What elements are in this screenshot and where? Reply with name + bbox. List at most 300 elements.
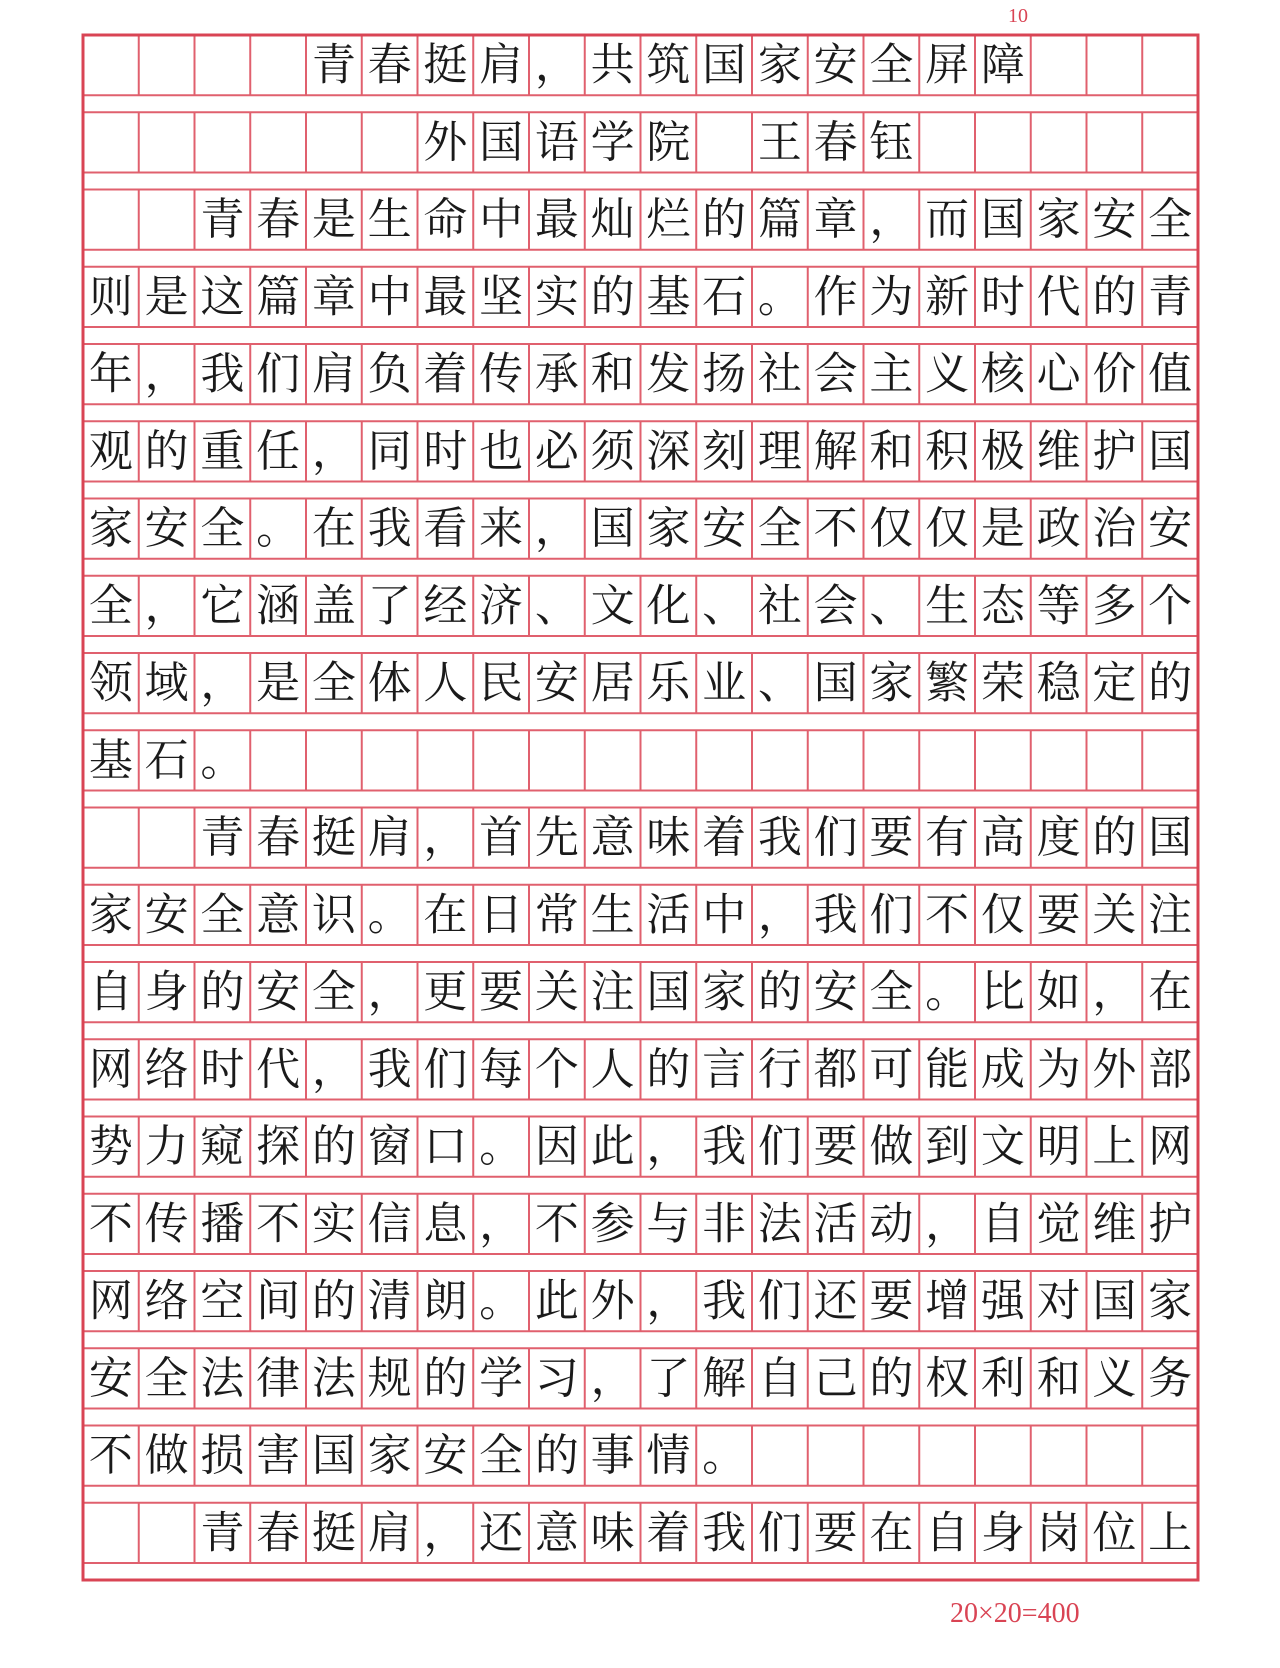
essay-char: 解 [813,425,858,477]
essay-char: 注 [1148,889,1193,941]
essay-char: 全 [479,1430,524,1482]
essay-char: 还 [479,1507,524,1559]
essay-char: 挺 [423,39,468,91]
essay-char: 在 [423,889,468,941]
essay-char: 力 [144,1121,189,1173]
essay-char: 要 [869,812,914,864]
essay-char: 义 [925,348,970,400]
essay-char: 全 [88,580,133,632]
essay-char: 安 [1092,194,1137,246]
essay-char: 的 [757,966,802,1018]
grid-count-label: 20×20=400 [950,1598,1080,1629]
essay-char: 安 [144,503,189,555]
essay-char: 共 [590,39,635,91]
essay-char: 极 [980,425,1025,477]
essay-char: 传 [144,1198,189,1250]
essay-char: 安 [813,966,858,1018]
essay-char: 这 [200,271,245,323]
essay-char: 势 [88,1121,133,1173]
essay-char: 业 [702,657,747,709]
essay-char: 时 [980,271,1025,323]
essay-char: ， [144,348,189,400]
essay-char: 最 [423,271,468,323]
essay-char: 着 [423,348,468,400]
essay-char: 实 [534,271,579,323]
essay-char: 全 [311,966,356,1018]
essay-char: 我 [702,1121,747,1173]
essay-char: 代 [1036,271,1081,323]
essay-char: 的 [311,1121,356,1173]
essay-char: 青 [311,39,356,91]
essay-char: 网 [88,1043,133,1095]
essay-char: 义 [1092,1352,1137,1404]
essay-char: 。 [200,734,245,786]
essay-char: 生 [590,889,635,941]
essay-char: 院 [646,116,691,168]
essay-char: 发 [646,348,691,400]
essay-char: 国 [590,503,635,555]
essay-char: 我 [702,1275,747,1327]
page-number-mark: 10 [1008,5,1028,27]
essay-char: 济 [479,580,524,632]
essay-char: 文 [590,580,635,632]
essay-char: 个 [534,1043,579,1095]
essay-char: 们 [757,1507,802,1559]
essay-char: 章 [311,271,356,323]
essay-char: 。 [479,1121,524,1173]
essay-char: 必 [534,425,579,477]
essay-char: 政 [1036,503,1081,555]
essay-char: 自 [88,966,133,1018]
essay-char: 部 [1148,1043,1193,1095]
essay-char: 意 [590,812,635,864]
essay-char: 害 [256,1430,301,1482]
essay-char: 、 [757,657,802,709]
essay-char: 全 [311,657,356,709]
essay-char: 的 [1092,812,1137,864]
essay-char: 安 [1148,503,1193,555]
essay-char: 首 [479,812,524,864]
essay-char: 人 [590,1043,635,1095]
essay-char: 安 [144,889,189,941]
essay-char: 肩 [367,812,412,864]
essay-char: 作 [813,271,858,323]
essay-char: ， [590,1352,635,1404]
essay-char: 挺 [311,1507,356,1559]
essay-char: 关 [1092,889,1137,941]
essay-char: 在 [1148,966,1193,1018]
essay-char: 语 [534,116,579,168]
essay-char: 仅 [925,503,970,555]
essay-char: 体 [367,657,412,709]
essay-char: 度 [1036,812,1081,864]
essay-char: 观 [88,425,133,477]
essay-char: 如 [1036,966,1081,1018]
essay-char: 先 [534,812,579,864]
essay-char: 安 [813,39,858,91]
essay-char: 活 [813,1198,858,1250]
essay-char: 岗 [1036,1507,1081,1559]
essay-char: 要 [813,1121,858,1173]
essay-char: 我 [367,503,412,555]
essay-char: 中 [479,194,524,246]
essay-char: 信 [367,1198,412,1250]
essay-char: 仅 [980,889,1025,941]
essay-char: 社 [757,580,802,632]
essay-char: 学 [479,1352,524,1404]
essay-char: 须 [590,425,635,477]
essay-char: 任 [256,425,301,477]
essay-char: 定 [1092,657,1137,709]
essay-char: 情 [646,1430,691,1482]
essay-char: 我 [367,1043,412,1095]
essay-char: 利 [980,1352,1025,1404]
essay-char: 青 [200,194,245,246]
essay-char: 注 [590,966,635,1018]
essay-char: 是 [311,194,356,246]
essay-char: ， [1092,966,1137,1018]
essay-char: 理 [757,425,802,477]
essay-char: 。 [925,966,970,1018]
essay-char: 播 [200,1198,245,1250]
essay-char: 基 [88,734,133,786]
essay-char: 家 [88,503,133,555]
essay-char: 日 [479,889,524,941]
essay-char: 、 [534,580,579,632]
essay-char: 屏 [925,39,970,91]
essay-char: 来 [479,503,524,555]
essay-char: 要 [813,1507,858,1559]
essay-char: 味 [646,812,691,864]
essay-char: 窥 [200,1121,245,1173]
essay-char: 国 [813,657,858,709]
essay-char: 们 [869,889,914,941]
essay-char: 实 [311,1198,356,1250]
essay-char: 石 [144,734,189,786]
essay-char: 等 [1036,580,1081,632]
essay-char: 的 [869,1352,914,1404]
essay-char: 国 [1148,425,1193,477]
essay-char: 网 [88,1275,133,1327]
essay-char: 积 [925,425,970,477]
essay-char: 与 [646,1198,691,1250]
essay-char: 事 [590,1430,635,1482]
essay-char: 要 [869,1275,914,1327]
essay-char: 乐 [646,657,691,709]
essay-char: 全 [869,39,914,91]
essay-char: 非 [702,1198,747,1250]
essay-char: 负 [367,348,412,400]
essay-char: 更 [423,966,468,1018]
essay-char: 会 [813,348,858,400]
essay-char: 们 [423,1043,468,1095]
essay-char: 域 [144,657,189,709]
essay-char: 安 [423,1430,468,1482]
essay-char: 治 [1092,503,1137,555]
essay-char: 看 [423,503,468,555]
essay-char: ， [367,966,412,1018]
essay-char: 探 [256,1121,301,1173]
essay-char: 护 [1092,425,1137,477]
essay-char: 们 [256,348,301,400]
essay-char: 青 [200,812,245,864]
essay-char: 损 [200,1430,245,1482]
essay-char: 每 [479,1043,524,1095]
essay-char: 着 [646,1507,691,1559]
essay-char: 家 [702,966,747,1018]
essay-char: 的 [1092,271,1137,323]
essay-char: 时 [423,425,468,477]
essay-char: 我 [200,348,245,400]
essay-char: 和 [1036,1352,1081,1404]
essay-char: 家 [1036,194,1081,246]
essay-char: 国 [702,39,747,91]
essay-char: 们 [813,812,858,864]
essay-char: 是 [144,271,189,323]
essay-char: 国 [1092,1275,1137,1327]
essay-char: 识 [311,889,356,941]
essay-char: 国 [646,966,691,1018]
essay-char: 不 [88,1198,133,1250]
essay-char: 因 [534,1121,579,1173]
essay-char: 维 [1036,425,1081,477]
essay-char: 上 [1092,1121,1137,1173]
essay-char: 不 [534,1198,579,1250]
essay-char: 筑 [646,39,691,91]
essay-char: 意 [256,889,301,941]
essay-char: 国 [479,116,524,168]
essay-char: 息 [423,1198,468,1250]
essay-char: 命 [423,194,468,246]
essay-char: 维 [1092,1198,1137,1250]
essay-char: 做 [869,1121,914,1173]
essay-char: 增 [925,1275,970,1327]
essay-char: 重 [200,425,245,477]
essay-char: 家 [757,39,802,91]
essay-char: 盖 [311,580,356,632]
essay-char: 青 [1148,271,1193,323]
essay-char: 而 [925,194,970,246]
essay-char: 身 [980,1507,1025,1559]
essay-char: 全 [757,503,802,555]
essay-char: 最 [534,194,579,246]
essay-char: 不 [813,503,858,555]
essay-char: 深 [646,425,691,477]
essay-char: 钰 [869,116,914,168]
essay-char: 上 [1148,1507,1193,1559]
essay-line [423,117,913,168]
essay-char: ， [534,503,579,555]
essay-char: 安 [702,503,747,555]
essay-char: ， [534,39,579,91]
essay-char: 法 [200,1352,245,1404]
essay-char: 身 [144,966,189,1018]
essay-char: ， [144,580,189,632]
essay-char: 常 [534,889,579,941]
essay-char: 务 [1148,1352,1193,1404]
essay-char: ， [479,1198,524,1250]
essay-char: 的 [423,1352,468,1404]
essay-char: 荣 [980,657,1025,709]
essay-char: 主 [869,348,914,400]
essay-char: 时 [200,1043,245,1095]
essay-char: 春 [256,812,301,864]
essay-char: 己 [813,1352,858,1404]
essay-char: 领 [88,657,133,709]
essay-char: 对 [1036,1275,1081,1327]
essay-char: 王 [757,116,802,168]
essay-char: 的 [311,1275,356,1327]
essay-char: 间 [256,1275,301,1327]
essay-char: 外 [590,1275,635,1327]
essay-char: 障 [980,39,1025,91]
essay-char: 要 [1036,889,1081,941]
essay-char: 成 [980,1043,1025,1095]
essay-char: 篇 [757,194,802,246]
essay-char: 国 [980,194,1025,246]
essay-char: 觉 [1036,1198,1081,1250]
essay-char: 和 [590,348,635,400]
essay-char: 网 [1148,1121,1193,1173]
essay-char: 也 [479,425,524,477]
essay-char: 了 [646,1352,691,1404]
essay-char: 全 [1148,194,1193,246]
essay-char: 窗 [367,1121,412,1173]
essay-char: 中 [367,271,412,323]
essay-char: 在 [311,503,356,555]
essay-char: 挺 [311,812,356,864]
essay-char: 核 [980,348,1025,400]
essay-char: 传 [479,348,524,400]
essay-char: 经 [423,580,468,632]
essay-char: 空 [200,1275,245,1327]
essay-char: 篇 [256,271,301,323]
essay-char: ， [646,1121,691,1173]
essay-char: 家 [646,503,691,555]
essay-char: ， [646,1275,691,1327]
essay-char: ， [311,1043,356,1095]
essay-char: 解 [702,1352,747,1404]
essay-char: 着 [702,812,747,864]
essay-char: ， [311,425,356,477]
essay-char: ， [757,889,802,941]
essay-char: 高 [980,812,1025,864]
essay-char: 们 [757,1121,802,1173]
essay-char: 参 [590,1198,635,1250]
essay-char: 的 [144,425,189,477]
writing-grid [83,35,1198,1580]
essay-char: 我 [757,812,802,864]
essay-char: 言 [702,1043,747,1095]
essay-char: 春 [256,194,301,246]
essay-char: 明 [1036,1121,1081,1173]
essay-char: 安 [88,1352,133,1404]
essay-char: 。 [479,1275,524,1327]
essay-char: 有 [925,812,970,864]
essay-char: 民 [479,657,524,709]
essay-char: 全 [200,889,245,941]
essay-char: 态 [980,580,1025,632]
essay-char: 基 [646,271,691,323]
essay-char: 的 [702,194,747,246]
essay-char: 烂 [646,194,691,246]
essay-char: 自 [925,1507,970,1559]
essay-char: 可 [869,1043,914,1095]
essay-char: 外 [1092,1043,1137,1095]
essay-char: 不 [88,1430,133,1482]
essay-char: 全 [200,503,245,555]
essay-char: 习 [534,1352,579,1404]
essay-char: 位 [1092,1507,1137,1559]
essay-char: 。 [367,889,412,941]
essay-char: 家 [869,657,914,709]
essay-char: 值 [1148,348,1193,400]
essay-char: 的 [1148,657,1193,709]
essay-char: 朗 [423,1275,468,1327]
essay-char: 的 [534,1430,579,1482]
essay-char: 活 [646,889,691,941]
essay-char: 灿 [590,194,635,246]
essay-char: 此 [590,1121,635,1173]
essay-char: 还 [813,1275,858,1327]
essay-char: 法 [757,1198,802,1250]
essay-char: 权 [925,1352,970,1404]
essay-char: 我 [813,889,858,941]
essay-char: 中 [702,889,747,941]
essay-char: 安 [534,657,579,709]
essay-char: 意 [534,1507,579,1559]
essay-char: 们 [757,1275,802,1327]
essay-char: 规 [367,1352,412,1404]
essay-char: 肩 [367,1507,412,1559]
essay-char: 了 [367,580,412,632]
essay-char: 青 [200,1507,245,1559]
essay-char: 章 [813,194,858,246]
essay-char: 要 [479,966,524,1018]
essay-char: 在 [869,1507,914,1559]
essay-char: 是 [256,657,301,709]
essay-char: 行 [757,1043,802,1095]
essay-char: 家 [1148,1275,1193,1327]
essay-char: 络 [144,1043,189,1095]
essay-char: ， [869,194,914,246]
essay-char: 我 [702,1507,747,1559]
essay-char: 比 [980,966,1025,1018]
essay-char: 家 [367,1430,412,1482]
essay-char: 能 [925,1043,970,1095]
essay-char: 护 [1148,1198,1193,1250]
essay-char: 化 [646,580,691,632]
essay-char: ， [423,1507,468,1559]
essay-char: 石 [702,271,747,323]
essay-char: 繁 [925,657,970,709]
essay-line [89,735,245,786]
essay-char: 代 [256,1043,301,1095]
essay-char: 关 [534,966,579,1018]
essay-char: ， [200,657,245,709]
essay-char: 会 [813,580,858,632]
essay-char: 家 [88,889,133,941]
essay-char: 外 [423,116,468,168]
essay-char: 生 [925,580,970,632]
essay-char: 自 [980,1198,1025,1250]
essay-char: 年 [88,348,133,400]
essay-char: 强 [980,1275,1025,1327]
essay-char: 到 [925,1121,970,1173]
essay-char: 扬 [702,348,747,400]
essay-char: 动 [869,1198,914,1250]
essay-char: 做 [144,1430,189,1482]
